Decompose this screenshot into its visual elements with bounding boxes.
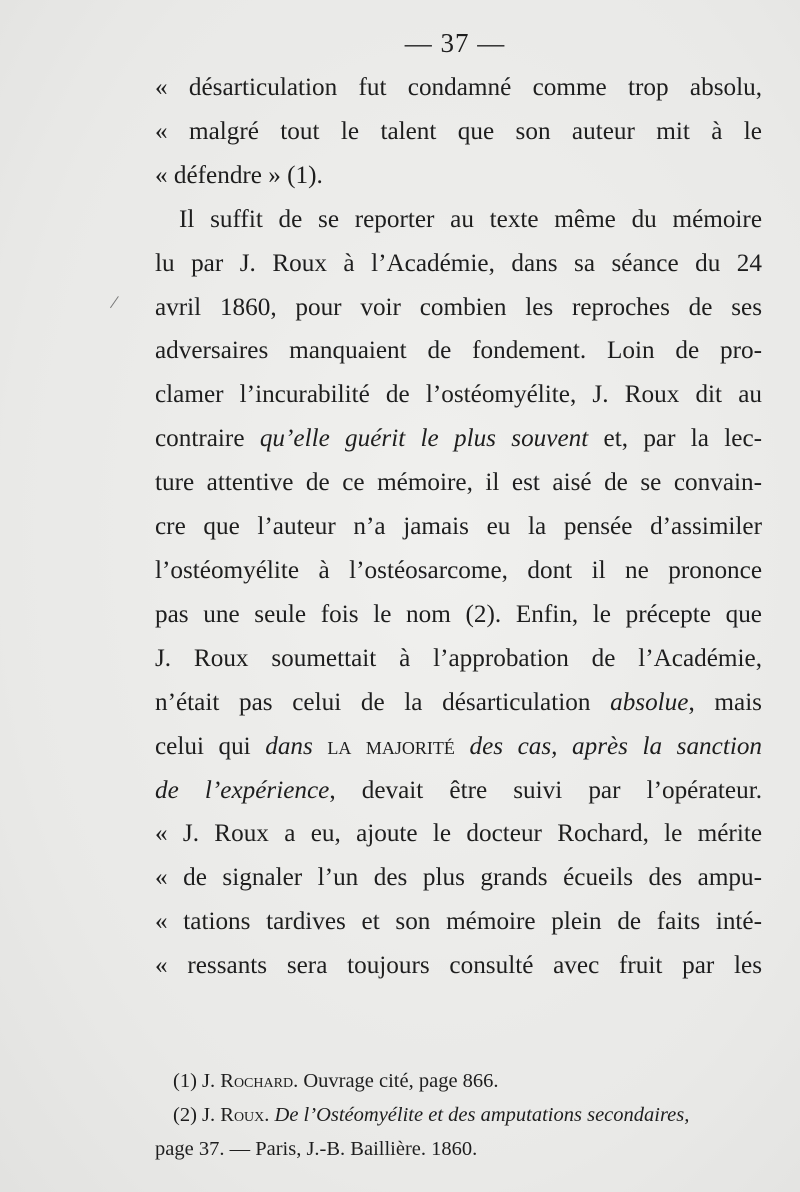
footnote-text: . Ouvrage cité, page 866. bbox=[293, 1070, 499, 1092]
footnote-1 bbox=[155, 1064, 762, 1098]
text-line bbox=[155, 769, 762, 813]
text-line: l’ostéomyélite à l’ostéosarcome, dont il ne prononce bbox=[155, 556, 762, 584]
text-line: « ressants sera toujours consulté avec fruit par les bbox=[155, 952, 762, 980]
text-line: « malgré tout le talent que son auteur mit à le bbox=[155, 117, 762, 145]
italic-run: dans bbox=[265, 732, 313, 760]
footnote-text: . bbox=[264, 1104, 275, 1126]
text-line bbox=[155, 681, 762, 725]
footnote-2 bbox=[155, 1098, 762, 1132]
text-run: , devait être suivi par l’opérateur. bbox=[329, 776, 762, 804]
italic-run: qu’elle guérit le plus souvent bbox=[259, 425, 589, 453]
text-line: clamer l’incurabilité de l’ostéomyélite, J. Roux dit au bbox=[155, 381, 762, 409]
text-line: « de signaler l’un des plus grands écueils des ampu- bbox=[155, 864, 762, 892]
italic-run: de l’expérience bbox=[155, 776, 330, 804]
footnotes bbox=[155, 1064, 762, 1166]
text-line bbox=[155, 417, 762, 461]
text-line: « désarticulation fut condamné comme trop absolu, bbox=[155, 74, 762, 101]
footnote-marker: (1) J. bbox=[173, 1070, 221, 1092]
text-line: J. Roux soumettait à l’approbation de l’Académie, bbox=[155, 644, 762, 672]
text-run: celui qui bbox=[155, 732, 266, 760]
text-line: avril 1860, pour voir combien les reproches de ses bbox=[155, 293, 762, 321]
body-text bbox=[155, 66, 762, 988]
text-line: lu par J. Roux à l’Académie, dans sa séance du 24 bbox=[155, 249, 762, 277]
text-line: « défendre » (1). bbox=[155, 161, 323, 189]
margin-pencil-mark bbox=[110, 296, 127, 314]
footnote-author: Rochard bbox=[220, 1070, 294, 1092]
italic-run: absolue bbox=[610, 688, 689, 716]
footnote-title: De l’Ostéomyélite et des amputations secondaires, bbox=[274, 1104, 690, 1126]
small-caps-run: la majorité bbox=[327, 732, 455, 760]
text-line: ture attentive de ce mémoire, il est aisé de se convain- bbox=[155, 469, 762, 497]
page-number: — 37 — bbox=[404, 28, 506, 58]
text-line: « J. Roux a eu, ajoute le docteur Rochard, le mérite bbox=[155, 820, 762, 848]
text-line: Il suffit de se reporter au texte même du mémoire bbox=[179, 205, 762, 233]
text-line: cre que l’auteur n’a jamais eu la pensée d’assimiler bbox=[155, 513, 762, 541]
footnote-2-continued: page 37. — Paris, J.-B. Baillière. 1860. bbox=[155, 1138, 478, 1160]
footnote-author: Roux bbox=[220, 1104, 265, 1126]
italic-run: des cas, après la sanction bbox=[469, 732, 763, 760]
text-line bbox=[155, 725, 762, 769]
footnote-marker: (2) J. bbox=[173, 1104, 221, 1126]
text-run: n’était pas celui de la désarticulation bbox=[155, 688, 611, 716]
text-line: adversaires manquaient de fondement. Loin de pro- bbox=[155, 337, 762, 365]
text-run: contraire bbox=[155, 425, 260, 453]
text-line: « tations tardives et son mémoire plein de faits inté- bbox=[155, 908, 762, 936]
text-run: et, par la lec- bbox=[588, 425, 763, 453]
text-line: pas une seule fois le nom (2). Enfin, le précepte que bbox=[155, 600, 762, 628]
text-run: , mais bbox=[688, 688, 762, 716]
